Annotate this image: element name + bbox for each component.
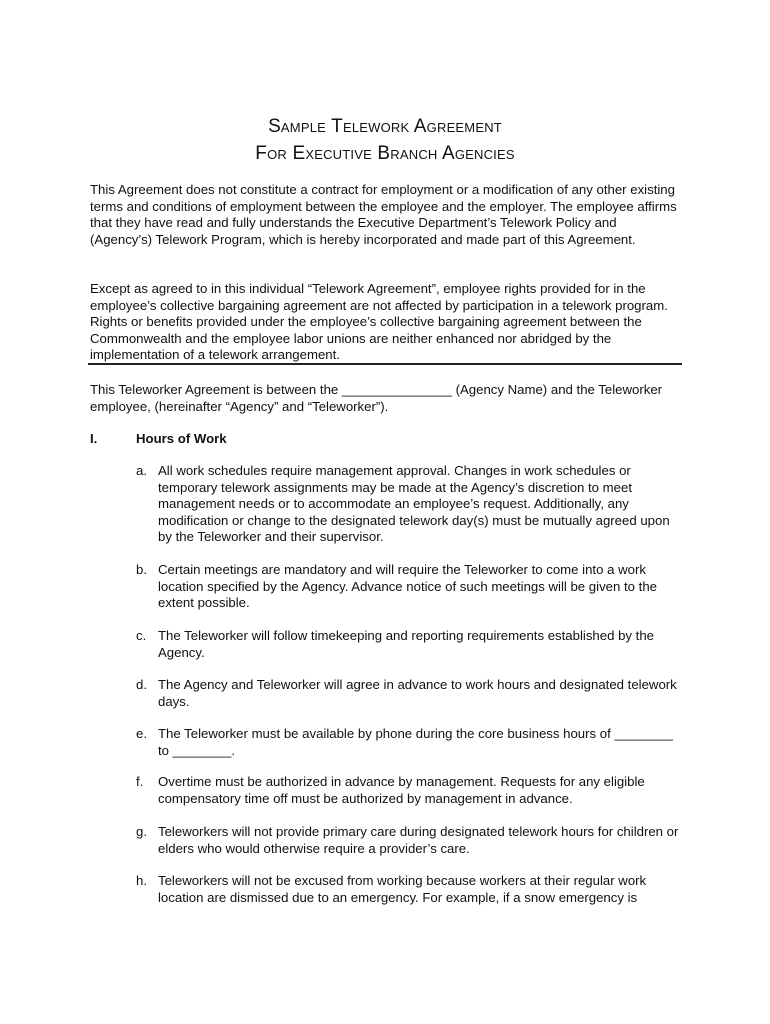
section-number: I.: [90, 431, 98, 446]
list-item-letter: b.: [136, 562, 147, 577]
list-item-text: Overtime must be authorized in advance by management. Requests for any eligible compensatory time off must be authorized by management in advance.: [158, 774, 645, 806]
list-item-text: All work schedules require management approval. Changes in work schedules or temporary telework assignments may be made at the Agency’s discretion to meet management needs or to accommodate an employee’s request. Additionally, any modification or change to the designated telework day(s) must be mutually agreed upon by the Teleworker and their supervisor.: [158, 463, 670, 544]
agreement-paragraph: This Teleworker Agreement is between the _______________ (Agency Name) and the Teleworker employee, (hereinafter “Agency” and “Teleworker”).: [90, 382, 663, 414]
list-item-letter: g.: [136, 824, 147, 839]
document-title-line-2: For Executive Branch Agencies: [255, 143, 515, 164]
list-item-text: Teleworkers will not be excused from working because workers at their regular work location are dismissed due to an emergency. For example, if a snow emergency is: [158, 873, 647, 905]
document-title-line-1: Sample Telework Agreement: [268, 116, 502, 137]
section-heading: Hours of Work: [136, 431, 227, 446]
intro-paragraph-2: Except as agreed to in this individual “Telework Agreement”, employee rights provided for in the employee’s collective bargaining agreement are not affected by participation in a telework program. Rights or benefits provided under the employee’s collective bargaining agreement between the Commonwealth and the employee labor unions are neither enhanced nor abridged by the implementation of a telework arrangement.: [90, 281, 668, 362]
section-divider: [88, 363, 682, 365]
list-item-letter: d.: [136, 677, 147, 692]
list-item-letter: f.: [136, 774, 144, 789]
list-item-text: The Teleworker will follow timekeeping and reporting requirements established by the Agency.: [158, 628, 655, 660]
list-item-text: The Teleworker must be available by phone during the core business hours of ________ to ________.: [158, 726, 674, 758]
intro-paragraph-1: This Agreement does not constitute a contract for employment or a modification of any other existing terms and conditions of employment between the employee and the employer. The employee affirms that they have read and fully understands the Executive Department’s Telework Policy and (Agency’s) Telework Program, which is hereby incorporated and made part of this Agreement.: [90, 182, 677, 247]
list-item-text: The Agency and Teleworker will agree in advance to work hours and designated telework days.: [158, 677, 677, 709]
list-item-text: Certain meetings are mandatory and will require the Teleworker to come into a work location specified by the Agency. Advance notice of such meetings will be given to the extent possible.: [158, 562, 657, 610]
list-item-letter: e.: [136, 726, 147, 741]
list-item-text: Teleworkers will not provide primary care during designated telework hours for children or elders who would otherwise require a provider’s care.: [158, 824, 679, 856]
list-item-letter: h.: [136, 873, 147, 888]
list-item-letter: a.: [136, 463, 147, 478]
list-item-letter: c.: [136, 628, 147, 643]
